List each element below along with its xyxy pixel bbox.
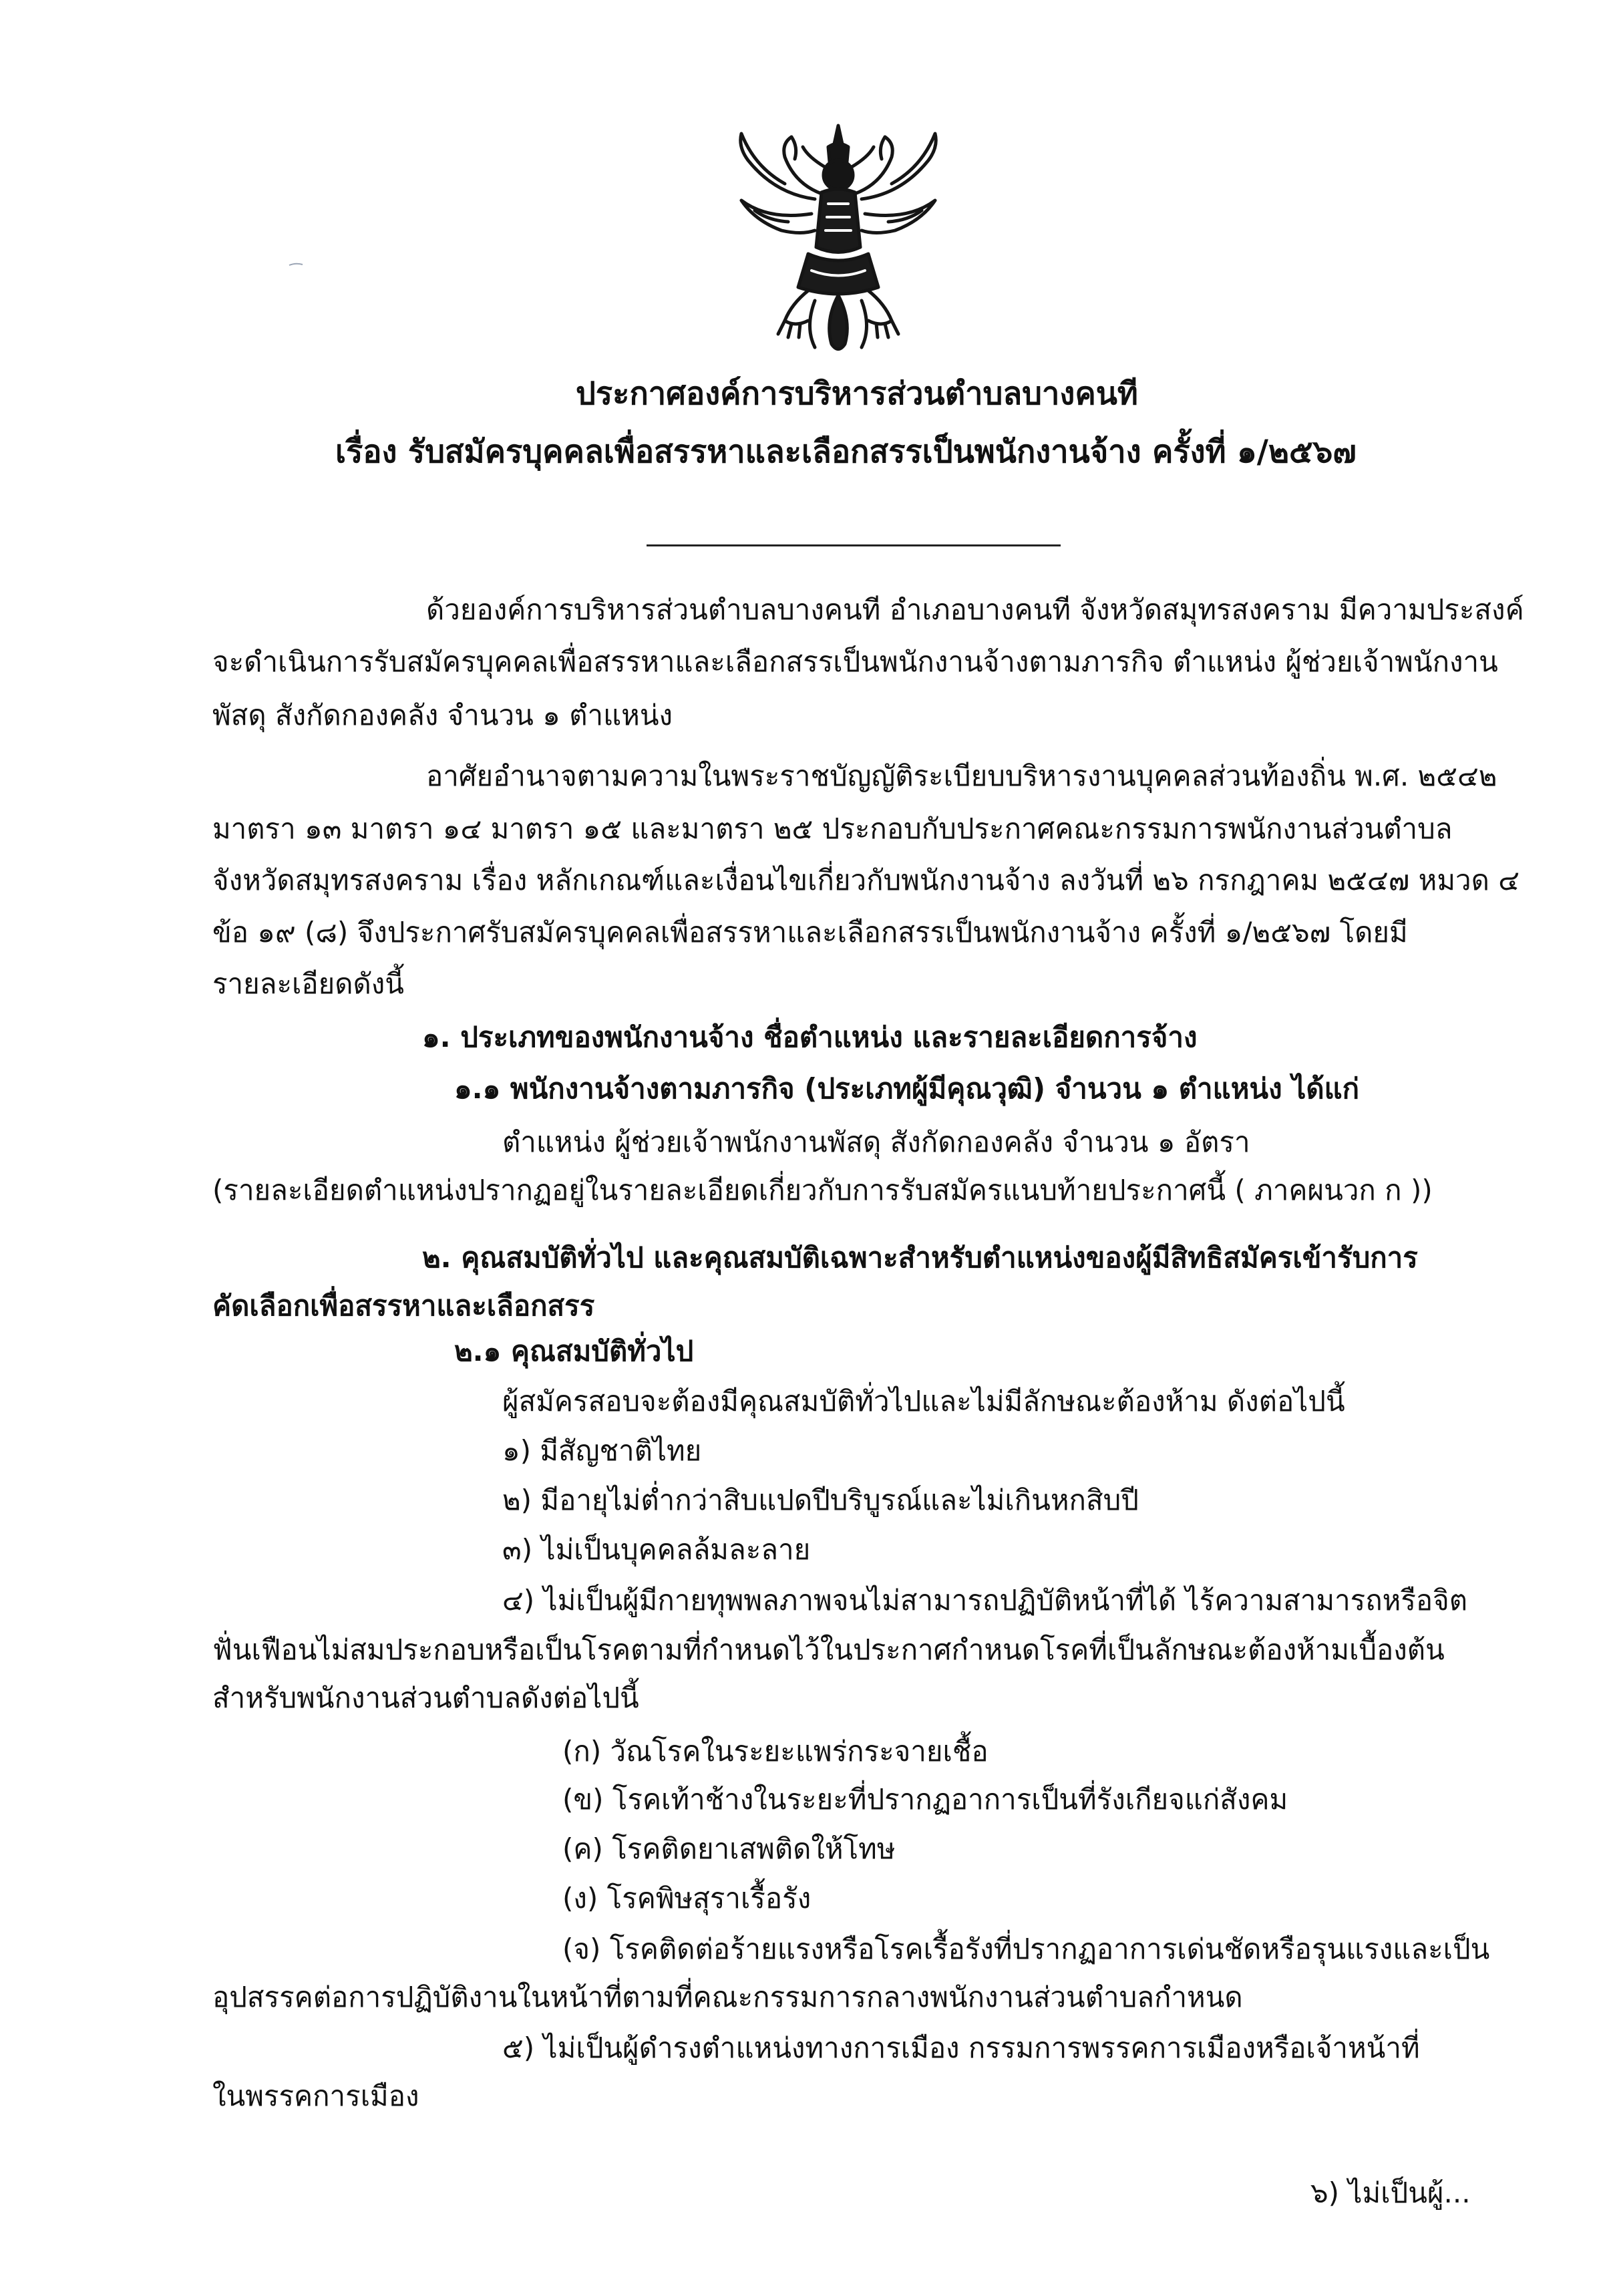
qualification-item-5-line-2: ในพรรคการเมือง <box>212 2080 419 2112</box>
section2-lead: ผู้สมัครสอบจะต้องมีคุณสมบัติทั่วไปและไม่มีลักษณะต้องห้าม ดังต่อไปนี้ <box>502 1385 1345 1418</box>
authority-line-1: อาศัยอำนาจตามความในพระราชบัญญัติระเบียบบริหารงานบุคคลส่วนท้องถิ่น พ.ศ. ๒๕๔๒ <box>426 760 1497 792</box>
section1-position: ตำแหน่ง ผู้ช่วยเจ้าพนักงานพัสดุ สังกัดกองคลัง จำนวน ๑ อัตรา <box>502 1126 1250 1158</box>
section1-heading: ๑. ประเภทของพนักงานจ้าง ชื่อตำแหน่ง และรายละเอียดการจ้าง <box>422 1021 1198 1053</box>
authority-line-5: รายละเอียดดังนี้ <box>212 967 405 1000</box>
section1-note: (รายละเอียดตำแหน่งปรากฏอยู่ในรายละเอียดเกี่ยวกับการรับสมัครแนบท้ายประกาศนี้ ( ภาคผนวก ก )) <box>212 1174 1433 1206</box>
disease-d: (ง) โรคพิษสุราเรื้อรัง <box>562 1882 812 1915</box>
garuda-emblem-icon <box>728 120 948 361</box>
qualification-item-3: ๓) ไม่เป็นบุคคลล้มละลาย <box>502 1533 811 1566</box>
qualification-item-2: ๒) มีอายุไม่ต่ำกว่าสิบแปดปีบริบูรณ์และไม่เกินหกสิบปี <box>502 1484 1139 1516</box>
authority-line-2: มาตรา ๑๓ มาตรา ๑๔ มาตรา ๑๕ และมาตรา ๒๕ ประกอบกับประกาศคณะกรรมการพนักงานส่วนตำบล <box>212 812 1453 845</box>
intro-line-2: จะดำเนินการรับสมัครบุคคลเพื่อสรรหาและเลือกสรรเป็นพนักงานจ้างตามภารกิจ ตำแหน่ง ผู้ช่วยเจ้าพนักงาน <box>212 645 1498 678</box>
qualification-item-5-line-1: ๕) ไม่เป็นผู้ดำรงตำแหน่งทางการเมือง กรรมการพรรคการเมืองหรือเจ้าหน้าที่ <box>502 2031 1420 2064</box>
continuation-marker: ๖) ไม่เป็นผู้... <box>1310 2176 1471 2209</box>
authority-line-4: ข้อ ๑๙ (๘) จึงประกาศรับสมัครบุคคลเพื่อสรรหาและเลือกสรรเป็นพนักงานจ้าง ครั้งที่ ๑/๒๕๖๗ โดยมี <box>212 916 1408 949</box>
qualification-item-4-line-1: ๔) ไม่เป็นผู้มีกายทุพพลภาพจนไม่สามารถปฏิบัติหน้าที่ได้ ไร้ความสามารถหรือจิต <box>502 1584 1468 1617</box>
intro-line-3: พัสดุ สังกัดกองคลัง จำนวน ๑ ตำแหน่ง <box>212 699 673 731</box>
stray-mark-icon <box>289 263 303 267</box>
disease-b: (ข) โรคเท้าช้างในระยะที่ปรากฏอาการเป็นที่รังเกียจแก่สังคม <box>562 1783 1288 1816</box>
disease-e-line-2: อุปสรรคต่อการปฏิบัติงานในหน้าที่ตามที่คณะกรรมการกลางพนักงานส่วนตำบลกำหนด <box>212 1981 1243 2013</box>
qualification-item-4-line-3: สำหรับพนักงานส่วนตำบลดังต่อไปนี้ <box>212 1681 639 1714</box>
disease-a: (ก) วัณโรคในระยะแพร่กระจายเชื้อ <box>562 1735 989 1768</box>
qualification-item-4-line-2: ฟั่นเฟือนไม่สมประกอบหรือเป็นโรคตามที่กำหนดไว้ในประกาศกำหนดโรคที่เป็นลักษณะต้องห้ามเบื้องต้น <box>212 1633 1445 1666</box>
section2-heading-line-2: คัดเลือกเพื่อสรรหาและเลือกสรร <box>212 1289 595 1322</box>
title-divider <box>647 544 1061 546</box>
title-line-2: เรื่อง รับสมัครบุคคลเพื่อสรรหาและเลือกสรรเป็นพนักงานจ้าง ครั้งที่ ๑/๒๕๖๗ <box>335 434 1357 470</box>
disease-e-line-1: (จ) โรคติดต่อร้ายแรงหรือโรคเรื้อรังที่ปรากฏอาการเด่นชัดหรือรุนแรงและเป็น <box>562 1933 1490 1965</box>
authority-line-3: จังหวัดสมุทรสงคราม เรื่อง หลักเกณฑ์และเงื่อนไขเกี่ยวกับพนักงานจ้าง ลงวันที่ ๒๖ กรกฎาคม ๒๕๔๗ หมวด ๔ <box>212 864 1520 896</box>
section2-heading-line-1: ๒. คุณสมบัติทั่วไป และคุณสมบัติเฉพาะสำหรับตำแหน่งของผู้มีสิทธิสมัครเข้ารับการ <box>422 1241 1418 1274</box>
title-line-1: ประกาศองค์การบริหารส่วนตำบลบางคนที <box>576 375 1138 412</box>
qualification-item-1: ๑) มีสัญชาติไทย <box>502 1434 702 1467</box>
section1-sub-heading: ๑.๑ พนักงานจ้างตามภารกิจ (ประเภทผู้มีคุณวุฒิ) จำนวน ๑ ตำแหน่ง ได้แก่ <box>454 1072 1360 1105</box>
intro-line-1: ด้วยองค์การบริหารส่วนตำบลบางคนที อำเภอบางคนที จังหวัดสมุทรสงคราม มีความประสงค์ <box>426 593 1524 626</box>
section2-sub-heading: ๒.๑ คุณสมบัติทั่วไป <box>454 1335 694 1367</box>
disease-c: (ค) โรคติดยาเสพติดให้โทษ <box>562 1832 896 1865</box>
